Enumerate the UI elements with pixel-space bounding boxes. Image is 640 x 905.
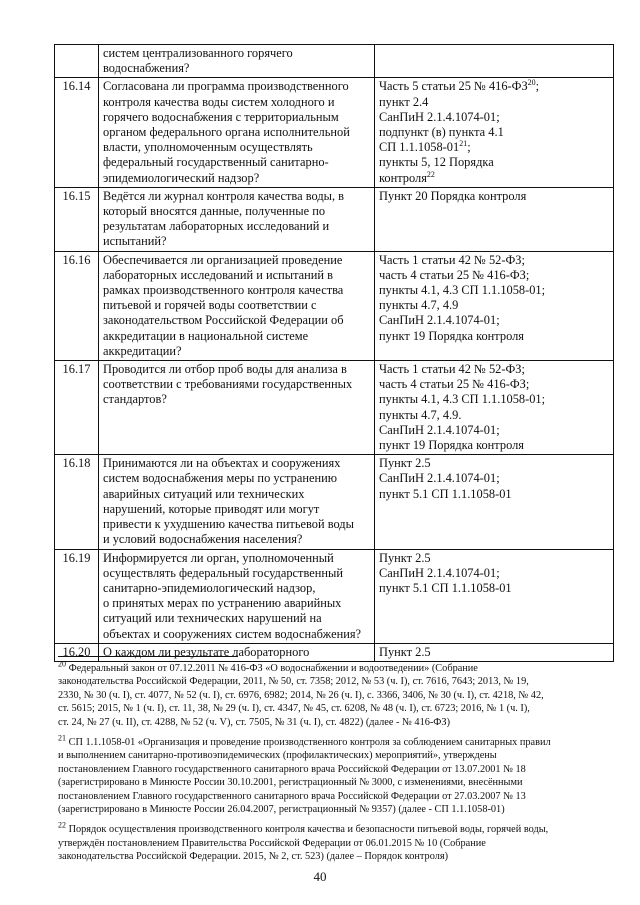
- question-cell: [99, 45, 375, 78]
- question-line: Обеспечивается ли организацией проведение: [103, 252, 343, 267]
- footnote-line: [58, 659, 614, 675]
- reference-text: пункты 4.7, 4.9: [379, 298, 459, 313]
- row-number: 16.17: [55, 361, 99, 455]
- reference-text: пункт 19 Порядка контроля: [379, 328, 524, 343]
- footnote-text: (зарегистрировано в Минюсте России 30.10.2001, регистрационный № 3000, с изменениями, внесёнными: [58, 777, 523, 789]
- footnote-text: законодательства Российской Федерации. 2015, № 2, ст. 523) (далее – Порядок контроля): [58, 851, 449, 863]
- question-line: ситуаций или технических нарушений на: [103, 611, 322, 626]
- footnote-text: постановлением Главного государственного санитарного врача Российской Федерации от 13.07.2001 № 18: [58, 763, 526, 775]
- question-line: горячего водоснабжения с территориальным: [103, 109, 339, 124]
- question-line: систем централизованного горячего: [103, 46, 293, 60]
- reference-line: [379, 253, 609, 268]
- reference-text: СанПиН 2.1.4.1074-01;: [379, 109, 500, 124]
- reference-line: [379, 377, 609, 392]
- reference-text: СанПиН 2.1.4.1074-01;: [379, 471, 500, 486]
- reference-line: [379, 125, 609, 140]
- reference-line: [379, 438, 609, 453]
- reference-line: [379, 408, 609, 423]
- question-line: водоснабжения?: [103, 61, 190, 76]
- question-line: систем водоснабжения меры по устранению: [103, 471, 337, 486]
- question-line: органом федерального органа исполнительной: [103, 125, 350, 140]
- question-line: питьевой и горячей воды соответствии с: [103, 298, 317, 313]
- table-row: [55, 187, 614, 251]
- question-line: Проводится ли отбор проб воды для анализа в: [103, 362, 347, 377]
- footnote-number: 22: [58, 821, 66, 831]
- question-line: который вносятся данные, полученные по: [103, 204, 326, 219]
- reference-line: [379, 551, 609, 566]
- reference-text: часть 4 статьи 25 № 416-ФЗ;: [379, 377, 530, 392]
- question-line: власти, уполномоченным осуществлять: [103, 140, 313, 155]
- footnote-text: законодательства Российской Федерации, 2011, № 50, ст. 7358; 2012, № 53 (ч. I), ст. 7616, 7643; 2013, № 19,: [58, 676, 529, 688]
- question-cell: [99, 78, 375, 187]
- table-row: [55, 45, 614, 78]
- question-line: эпидемиологический надзор?: [103, 170, 260, 185]
- reference-punctuation: ;: [467, 140, 471, 155]
- question-line: контроля качества воды систем холодного и: [103, 94, 335, 109]
- row-number: 16.16: [55, 251, 99, 360]
- reference-text: пункты 4.1, 4.3 СП 1.1.1058-01;: [379, 392, 546, 407]
- reference-text: пункты 4.7, 4.9.: [379, 407, 462, 422]
- reference-text: Часть 1 статьи 42 № 52-ФЗ;: [379, 252, 525, 267]
- question-line: испытаний?: [103, 234, 167, 249]
- question-line: стандартов?: [103, 392, 167, 407]
- question-line: федеральный государственный санитарно-: [103, 155, 329, 170]
- reference-line: [379, 392, 609, 407]
- reference-text: часть 4 статьи 25 № 416-ФЗ;: [379, 267, 530, 282]
- table-row: [55, 643, 614, 661]
- question-line: Информируется ли орган, уполномоченный: [103, 550, 334, 565]
- reference-text: подпункт (в) пункта 4.1: [379, 125, 504, 140]
- footnote-text: постановлением Главного государственного санитарного врача Российской Федерации от 27.03.2007 № 13: [58, 790, 526, 802]
- footnote-marker: 20: [527, 78, 536, 88]
- footnote-number: 20: [58, 659, 66, 669]
- footnote-line: [58, 733, 614, 749]
- footnote-line: [58, 776, 614, 789]
- footnote-text: ст. 24, № 27 (ч. II), ст. 4288, № 52 (ч. V), ст. 7505, № 31 (ч. I), ст. 4822) (далее - № 416-ФЗ): [58, 716, 451, 728]
- reference-cell: [375, 549, 614, 643]
- reference-cell: [375, 455, 614, 549]
- question-line: нарушений, которые приводят или могут: [103, 501, 320, 516]
- footnote-line: [58, 702, 614, 715]
- footnote-line: [58, 837, 614, 850]
- footnote-line: [58, 790, 614, 803]
- footnote-line: [58, 689, 614, 702]
- reference-line: [379, 95, 609, 110]
- footnote-separator: [58, 656, 238, 657]
- question-line: аккредитации в национальной системе: [103, 328, 309, 343]
- reference-cell: [375, 78, 614, 187]
- table-row: [55, 251, 614, 360]
- reference-cell: [375, 251, 614, 360]
- question-cell: [99, 187, 375, 251]
- question-cell: [99, 251, 375, 360]
- footnote-text: ст. 5615; 2015, № 1 (ч. I), ст. 11, 38, № 29 (ч. I), ст. 4347, № 45, ст. 6208, № 48 (ч. I), ст. 6723; 2016, № 1 (ч. I),: [58, 703, 530, 715]
- footnote: [58, 659, 614, 729]
- question-line: аварийных ситуаций или технических: [103, 486, 305, 501]
- reference-cell: [375, 187, 614, 251]
- row-number: 16.20: [55, 643, 99, 661]
- reference-line: [379, 79, 609, 94]
- reference-line: [379, 487, 609, 502]
- question-line: О каждом ли результате лабораторного: [103, 644, 310, 659]
- footnote-line: [58, 803, 614, 816]
- reference-cell: [375, 361, 614, 455]
- footnote-text: Порядок осуществления производственного контроля качества и безопасности питьевой воды, горячей воды,: [68, 824, 549, 836]
- question-line: лабораторных исследований и испытаний в: [103, 267, 333, 282]
- reference-line: [379, 140, 609, 155]
- question-line: привести к ухудшению качества питьевой воды: [103, 517, 354, 532]
- question-line: законодательством Российской Федерации об: [103, 313, 344, 328]
- footnote-line: [58, 850, 614, 863]
- page-number: 40: [313, 869, 327, 884]
- footnote-marker: 21: [459, 139, 468, 149]
- reference-line: [379, 189, 609, 204]
- footnote-marker: 22: [426, 169, 435, 179]
- reference-line: [379, 283, 609, 298]
- footnote-text: Федеральный закон от 07.12.2011 № 416-ФЗ «О водоснабжении и водоотведении» (Собрание: [68, 663, 478, 674]
- question-line: осуществлять федеральный государственный: [103, 565, 343, 580]
- table-row: [55, 361, 614, 455]
- footnote-line: [58, 749, 614, 762]
- reference-text: контроля: [379, 170, 427, 185]
- footnote-line: [58, 823, 614, 836]
- footnote-text: утверждён постановлением Правительства Российской Федерации от 06.01.2015 № 10 (Собрание: [58, 837, 486, 849]
- reference-line: [379, 456, 609, 471]
- table-row: [55, 455, 614, 549]
- footnote-line: [58, 675, 614, 688]
- footnote-text: СП 1.1.1058-01 «Организация и проведение производственного контроля за соблюдением санитарных правил: [68, 737, 551, 749]
- question-line: результатам лабораторных исследований и: [103, 219, 330, 234]
- reference-line: [379, 362, 609, 377]
- reference-line: [379, 155, 609, 170]
- footnote: [58, 733, 614, 816]
- footnotes: [58, 659, 614, 871]
- row-number: 16.19: [55, 549, 99, 643]
- question-cell: [99, 643, 375, 661]
- reference-line: [379, 645, 609, 660]
- reference-text: Пункт 20 Порядка контроля: [379, 188, 527, 203]
- row-number: 16.15: [55, 187, 99, 251]
- reference-text: пункт 19 Порядка контроля: [379, 438, 524, 453]
- question-line: и условий водоснабжения населения?: [103, 532, 303, 547]
- reference-line: [379, 581, 609, 596]
- reference-text: пункты 4.1, 4.3 СП 1.1.1058-01;: [379, 283, 546, 298]
- reference-line: [379, 268, 609, 283]
- question-cell: [99, 361, 375, 455]
- reference-line: [379, 471, 609, 486]
- requirements-table: [54, 44, 614, 662]
- footnote-line: [58, 716, 614, 729]
- reference-text: Пункт 2.5: [379, 456, 431, 471]
- reference-line: [379, 313, 609, 328]
- table-body: [55, 45, 614, 662]
- table-row: [55, 78, 614, 187]
- reference-cell: [375, 643, 614, 661]
- reference-line: [379, 171, 609, 186]
- footnote-text: и выполнением санитарно-противоэпидемических (профилактических) мероприятий», утверждены: [58, 750, 497, 762]
- question-cell: [99, 549, 375, 643]
- question-line: санитарно-эпидемиологический надзор,: [103, 580, 316, 595]
- reference-text: СП 1.1.1058-01: [379, 140, 460, 155]
- question-line: объектах и сооружениях систем водоснабжения?: [103, 626, 362, 641]
- reference-text: пункт 2.4: [379, 94, 429, 109]
- reference-text: Пункт 2.5: [379, 644, 431, 659]
- question-line: Принимаются ли на объектах и сооружениях: [103, 456, 341, 471]
- reference-text: Часть 5 статьи 25 № 416-ФЗ: [379, 79, 528, 94]
- reference-text: пункты 5, 12 Порядка: [379, 155, 494, 170]
- footnote-line: [58, 763, 614, 776]
- reference-text: Пункт 2.5: [379, 550, 431, 565]
- footnote: [58, 823, 614, 863]
- row-number: [55, 45, 99, 78]
- reference-text: СанПиН 2.1.4.1074-01;: [379, 422, 500, 437]
- reference-line: [379, 298, 609, 313]
- row-number: 16.18: [55, 455, 99, 549]
- question-line: рамках производственного контроля качества: [103, 283, 344, 298]
- question-line: соответствии с требованиями государственных: [103, 377, 353, 392]
- reference-cell: [375, 45, 614, 78]
- question-line: Ведётся ли журнал контроля качества воды, в: [103, 188, 344, 203]
- reference-line: [379, 329, 609, 344]
- footnote-text: 2330, № 30 (ч. I), ст. 4077, № 52 (ч. I), ст. 6976, 6982; 2014, № 26 (ч. I), с. 3366, 3406, № 30 (ч. I), ст. 4218, № 42,: [58, 689, 544, 701]
- table-row: [55, 549, 614, 643]
- question-cell: [99, 455, 375, 549]
- reference-text: пункт 5.1 СП 1.1.1058-01: [379, 486, 512, 501]
- reference-text: пункт 5.1 СП 1.1.1058-01: [379, 580, 512, 595]
- reference-text: СанПиН 2.1.4.1074-01;: [379, 313, 500, 328]
- question-line: Согласована ли программа производственного: [103, 79, 349, 94]
- reference-line: [379, 423, 609, 438]
- row-number: 16.14: [55, 78, 99, 187]
- reference-line: [379, 566, 609, 581]
- reference-text: СанПиН 2.1.4.1074-01;: [379, 565, 500, 580]
- question-line: аккредитации?: [103, 343, 182, 358]
- reference-punctuation: ;: [535, 79, 540, 94]
- footnote-number: 21: [58, 733, 66, 743]
- question-line: о принятых мерах по устранению аварийных: [103, 596, 342, 611]
- footnote-text: (зарегистрировано в Минюсте России 26.04.2007, регистрационный № 9357) (далее - СП 1.1.1058-01): [58, 804, 505, 816]
- reference-text: Часть 1 статьи 42 № 52-ФЗ;: [379, 362, 525, 377]
- reference-line: [379, 110, 609, 125]
